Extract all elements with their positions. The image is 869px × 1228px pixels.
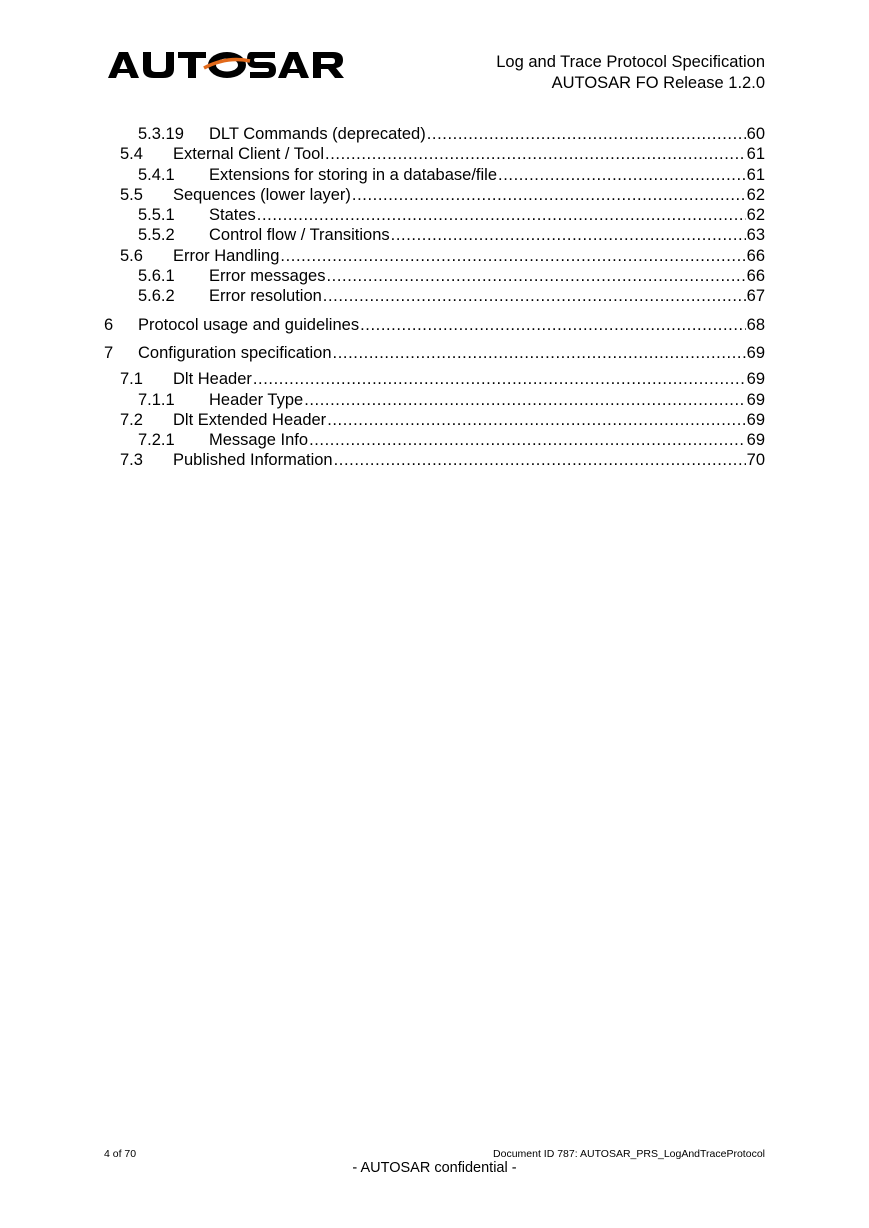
toc-entry[interactable] (104, 430, 765, 450)
toc-entry-page: 69 (746, 343, 765, 362)
toc-dot-leader (309, 430, 746, 450)
toc-entry[interactable] (104, 144, 765, 164)
toc-entry-title: Error messages (209, 267, 326, 286)
toc-entry-page: 70 (746, 451, 765, 470)
toc-entry-title: Configuration specification (138, 343, 332, 362)
toc-entry-title: Sequences (lower layer) (173, 185, 351, 204)
toc-entry[interactable] (104, 165, 765, 185)
toc-entry-number: 5.3.19 (138, 125, 184, 143)
page-number: 4 of 70 (104, 1148, 137, 1160)
toc-entry-number: 6 (104, 315, 114, 334)
toc-dot-leader (391, 225, 746, 245)
toc-entry-page: 66 (746, 246, 765, 265)
toc-entry[interactable] (104, 124, 765, 144)
toc-entry-number: 7.1 (120, 370, 143, 389)
toc-entry-page: 62 (746, 206, 765, 225)
toc-entry-number: 7 (104, 343, 114, 362)
document-header (496, 52, 765, 94)
toc-entry-title: DLT Commands (deprecated) (209, 125, 426, 143)
toc-entry-number: 5.5 (120, 185, 143, 204)
toc-entry-page: 62 (746, 185, 765, 204)
toc-dot-leader (352, 185, 746, 205)
toc-entry-number: 5.4.1 (138, 165, 175, 184)
toc-entry-page: 69 (746, 370, 765, 389)
toc-entry-number: 5.6 (120, 246, 143, 265)
table-of-contents (104, 124, 765, 471)
toc-entry-title: Header Type (209, 390, 304, 409)
toc-dot-leader (323, 286, 746, 306)
toc-entry-page: 68 (746, 315, 765, 334)
toc-entry[interactable] (104, 450, 765, 470)
toc-dot-leader (327, 410, 745, 430)
toc-entry-number: 5.6.2 (138, 287, 175, 306)
toc-entry-title: Error Handling (173, 246, 280, 265)
toc-dot-leader (427, 124, 746, 144)
toc-dot-leader (325, 144, 746, 164)
toc-entry[interactable] (104, 315, 765, 335)
toc-entry-page: 60 (746, 125, 765, 143)
toc-dot-leader (360, 315, 746, 335)
toc-dot-leader (333, 343, 746, 363)
toc-entry-title: External Client / Tool (173, 145, 325, 164)
toc-entry-number: 5.6.1 (138, 267, 175, 286)
toc-entry-page: 69 (746, 390, 765, 409)
toc-entry-page: 69 (746, 431, 765, 450)
toc-entry-title: Extensions for storing in a database/file (209, 165, 498, 184)
toc-entry[interactable] (104, 205, 765, 225)
toc-entry[interactable] (104, 343, 765, 363)
toc-dot-leader (253, 369, 746, 389)
toc-entry-number: 7.2.1 (138, 431, 175, 450)
toc-entry-title: Dlt Extended Header (173, 410, 327, 429)
autosar-logo (108, 52, 344, 78)
release-label: AUTOSAR FO Release 1.2.0 (551, 74, 765, 92)
toc-entry-page: 63 (746, 226, 765, 245)
document-title: Log and Trace Protocol Specification (496, 53, 765, 71)
document-id: Document ID 787: AUTOSAR_PRS_LogAndTraceProtocol (493, 1148, 765, 1160)
toc-entry-number: 5.5.1 (138, 206, 175, 225)
toc-entry[interactable] (104, 410, 765, 430)
toc-entry-title: Protocol usage and guidelines (138, 315, 360, 334)
toc-entry-title: Published Information (173, 451, 333, 470)
toc-dot-leader (498, 165, 746, 185)
toc-entry[interactable] (104, 266, 765, 286)
toc-entry-page: 61 (746, 145, 765, 164)
toc-entry-title: States (209, 206, 256, 225)
toc-dot-leader (304, 390, 745, 410)
toc-dot-leader (334, 450, 746, 470)
toc-entry[interactable] (104, 369, 765, 389)
toc-entry-page: 66 (746, 267, 765, 286)
confidential-notice: - AUTOSAR confidential - (352, 1160, 517, 1176)
toc-entry-title: Message Info (209, 431, 309, 450)
toc-entry-number: 7.2 (120, 410, 143, 429)
toc-entry[interactable] (104, 286, 765, 306)
toc-entry-title: Error resolution (209, 287, 322, 306)
toc-entry[interactable] (104, 390, 765, 410)
toc-entry-page: 61 (746, 165, 765, 184)
toc-entry-title: Control flow / Transitions (209, 226, 390, 245)
toc-entry-number: 7.3 (120, 451, 143, 470)
toc-entry[interactable] (104, 185, 765, 205)
toc-entry-title: Dlt Header (173, 370, 252, 389)
toc-dot-leader (280, 246, 745, 266)
toc-dot-leader (326, 266, 745, 286)
toc-entry[interactable] (104, 246, 765, 266)
toc-entry-number: 7.1.1 (138, 390, 175, 409)
toc-entry[interactable] (104, 225, 765, 245)
toc-entry-number: 5.4 (120, 145, 143, 164)
toc-entry-number: 5.5.2 (138, 226, 175, 245)
toc-entry-page: 67 (746, 287, 765, 306)
toc-dot-leader (257, 205, 746, 225)
toc-entry-page: 69 (746, 410, 765, 429)
